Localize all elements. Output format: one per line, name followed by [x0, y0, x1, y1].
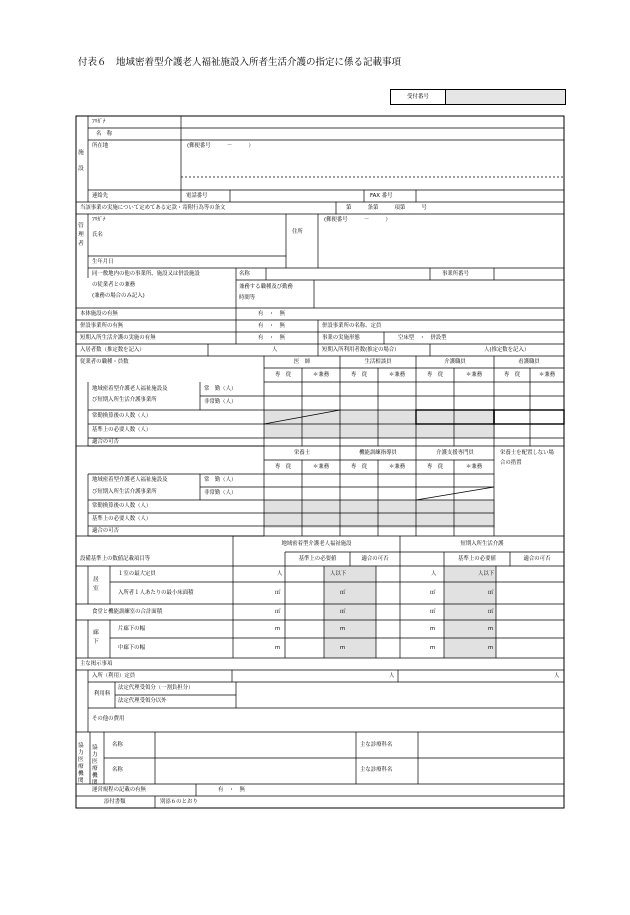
operation-type-label: 事業の実施形態 — [322, 335, 360, 341]
manager-concurrent-label-3: (兼務の場合のみ記入) — [92, 293, 145, 299]
fees-label: 利用料 — [94, 691, 111, 697]
staff-row1-label-a: 地域密着型介護老人福祉施設及 — [92, 386, 168, 392]
life-counselor-header: 生活相談員 — [364, 359, 392, 365]
unit-m-6: m — [340, 645, 346, 651]
sengyo-6: 専 従 — [350, 464, 368, 470]
unit-sqm-4: ㎡ — [488, 590, 494, 596]
functional-trainer-header: 機能訓練指導員 — [359, 450, 397, 456]
unit-pmax-2: 人以下 — [478, 571, 495, 577]
unit-m-8: m — [488, 645, 494, 651]
unit-sqm-5: ㎡ — [275, 609, 281, 615]
coop-name-label-2: 名称 — [112, 767, 123, 773]
converted-label-2: 常勤換算後の人数（人） — [92, 503, 152, 509]
staff-row2-label-a: 地域密着型介護老人福祉施設及 — [92, 477, 168, 483]
unit-name-label: 併設事業所の名称、定員 — [322, 323, 382, 329]
capacity-person-unit: 人 — [272, 347, 278, 353]
attachment-label: 添付書類 — [104, 799, 126, 805]
kenmu-6: ＊兼務 — [388, 464, 406, 470]
unit-sqm-8: ㎡ — [488, 609, 494, 615]
fees-person-2: 人 — [554, 673, 560, 679]
staff-title: 従業者の職種・員数 — [80, 359, 129, 365]
law-basis-label: 当該事業の実施について定めてある定款・寄附行為等の条文 — [80, 205, 226, 211]
sengyo-7: 専 従 — [426, 464, 444, 470]
unit-yes-no: 有 ・ 無 — [258, 323, 285, 329]
unit-p-1: 人 — [277, 571, 283, 577]
operation-type-value: 空床型 ・ 併設型 — [398, 335, 447, 341]
facility-address-label: 所在地 — [92, 143, 109, 149]
manager-section-label: 管理者 — [78, 223, 84, 247]
room-max-label: １室の最大定員 — [118, 571, 156, 577]
coop-dept-label-1: 主な診療科名 — [360, 742, 393, 748]
unit-sqm-7: ㎡ — [430, 609, 436, 615]
kenmu-2: ＊兼務 — [388, 372, 406, 378]
required-label: 基準上の必要人数（人） — [92, 427, 152, 433]
nurse-header: 看護職員 — [518, 359, 540, 365]
care-manager-header: 介護支援専門員 — [436, 450, 474, 456]
operation-rule-label: 運営規程の記載の有無 — [92, 787, 146, 793]
sengyo-5: 専 従 — [274, 464, 292, 470]
kenmu-5: ＊兼務 — [312, 464, 330, 470]
main-facility-label: 本体施設の有無 — [80, 311, 118, 317]
equip-fit-1: 適合の可否 — [361, 556, 389, 562]
facility-phone-label: 電話番号 — [186, 193, 208, 199]
part-time-label: 非常勤（人） — [204, 399, 237, 405]
equip-req-1: 基準上の必要値 — [298, 556, 337, 562]
coop-name-label-1: 名称 — [112, 742, 123, 748]
unit-m-7: m — [430, 645, 436, 651]
manager-furigana-label: ﾌﾘｶﾞﾅ — [92, 217, 106, 223]
staff-row2-label-b: び短期入所生活介護事業所 — [92, 489, 157, 495]
dining-label: 食堂と機能訓練室の合計面積 — [92, 609, 163, 615]
required-label-2: 基準上の必要人数（人） — [92, 516, 152, 522]
manager-concurrent-label-2: の従業者との兼務 — [92, 282, 136, 288]
unit-sqm-1: ㎡ — [275, 590, 281, 596]
receipt-number-label: 受付番号 — [391, 90, 446, 104]
part-time-label-2: 非常勤（人） — [204, 490, 237, 496]
kenmu-7: ＊兼務 — [465, 464, 483, 470]
manager-name-label: 氏名 — [92, 232, 103, 238]
short-capacity-value: 人(推定数を記入） — [484, 347, 530, 353]
kenmu-4: ＊兼務 — [538, 372, 556, 378]
manager-postal-label: (郵便番号 － ） — [324, 217, 391, 223]
equip-title: 設備基準上の数値記載項目等 — [80, 556, 151, 562]
unit-sqm-6: ㎡ — [340, 609, 346, 615]
kenmu-3: ＊兼務 — [465, 372, 483, 378]
sengyo-2: 専 従 — [350, 372, 368, 378]
fees-legal-label: 法定代理受領分（一割負担分） — [118, 685, 194, 691]
capacity-label: 入居者数（推定数を記入） — [80, 347, 145, 353]
care-staff-header: 介護職員 — [444, 359, 466, 365]
unit-p-2: 人 — [431, 571, 437, 577]
unit-label: 併設事業所の有無 — [80, 323, 124, 329]
full-time-label: 常 勤（人） — [204, 386, 237, 392]
manager-job-type-label-1: 兼務する職種及び勤務 — [239, 284, 293, 290]
fit-label-2: 適合の可否 — [92, 528, 119, 534]
coop-sub-label: 協力医療機関 — [92, 745, 98, 786]
unit-m-2: m — [340, 626, 346, 632]
facility-contact-label: 連絡先 — [92, 193, 109, 199]
doctor-header: 医 師 — [293, 359, 311, 365]
sengyo-1: 専 従 — [274, 372, 292, 378]
page-title: 付表６ 地域密着型介護老人福祉施設入所者生活介護の指定に係る記載事項 — [78, 57, 402, 68]
manager-birth-label: 生年月日 — [92, 259, 114, 265]
nutritionist-header: 栄養士 — [293, 450, 311, 456]
nutritionist-note-1: 栄養士を配置しない場 — [500, 450, 554, 456]
unit-m-3: m — [430, 626, 436, 632]
staff-row1-label-b: び短期入所生活介護事業所 — [92, 397, 157, 403]
facility-name-label: 名 称 — [96, 131, 113, 137]
fees-non-legal-label: 法定代理受領分以外 — [118, 698, 167, 704]
fees-other-label: その他の費用 — [92, 716, 125, 722]
equip-fit-2: 適合の可否 — [523, 556, 551, 562]
manager-concurrent-label-1: 同一敷地内の他の事業所、施設又は併設施設 — [92, 271, 200, 277]
fees-title: 主な掲示事項 — [80, 661, 113, 667]
manager-office-number-label: 事業所番号 — [442, 271, 469, 277]
unit-sqm-3: ㎡ — [430, 590, 436, 596]
unit-pmax-1: 人以下 — [330, 571, 347, 577]
nutritionist-note-2: 合の措置 — [500, 460, 522, 466]
fit-label: 適合の可否 — [92, 439, 119, 445]
unit-m-5: m — [275, 645, 281, 651]
coop-section-label: 協力医療機関 — [78, 743, 84, 784]
fees-person-1: 人 — [389, 673, 395, 679]
unit-m-4: m — [488, 626, 494, 632]
facility-section-label: 施設 — [78, 150, 84, 172]
short-capacity-label: 短期入所利用者数(推定の場合） — [322, 347, 400, 353]
coop-dept-label-2: 主な診療科名 — [360, 767, 393, 773]
room-area-label: 入所者１人あたりの最小床面積 — [118, 590, 194, 596]
hall-label: 廊下 — [93, 630, 99, 645]
operation-rule-yes-no: 有 ・ 無 — [218, 787, 245, 793]
short-stay-yes-no: 有 ・ 無 — [258, 335, 285, 341]
sengyo-3: 専 従 — [426, 372, 444, 378]
short-stay-label: 短期入所生活介護の実施の有無 — [80, 335, 156, 341]
room-label: 居室 — [93, 577, 99, 592]
attachment-value: 別添６のとおり — [160, 799, 198, 805]
manager-job-type-label-2: 時間等 — [239, 295, 256, 301]
sengyo-4: 専 従 — [503, 372, 521, 378]
facility-postal-label: (郵便番号 － ） — [187, 143, 254, 149]
single-hall-label: 片廊下の幅 — [118, 626, 145, 632]
kenmu-1: ＊兼務 — [312, 372, 330, 378]
facility-furigana-label: ﾌﾘｶﾞﾅ — [92, 119, 106, 125]
unit-m-1: m — [275, 626, 281, 632]
main-facility-yes-no: 有 ・ 無 — [258, 311, 285, 317]
full-time-label-2: 常 勤（人） — [204, 477, 237, 483]
manager-address-label: 住所 — [292, 229, 303, 235]
equip-short-header: 短期入所生活介護 — [460, 541, 504, 547]
equip-facility-header: 地域密着型介護老人福祉施設 — [281, 541, 352, 547]
fees-capacity-label: 入所（利用）定員 — [92, 673, 136, 679]
manager-job-name-label: 名称 — [239, 271, 250, 277]
facility-fax-label: FAX 番号 — [370, 193, 393, 199]
equip-req-2: 基準上の必要値 — [458, 556, 496, 562]
middle-hall-label: 中廊下の幅 — [118, 645, 145, 651]
converted-label: 常勤換算後の人数（人） — [92, 413, 152, 419]
law-article-label: 第 条第 項第 号 — [346, 205, 427, 211]
unit-sqm-2: ㎡ — [340, 590, 346, 596]
